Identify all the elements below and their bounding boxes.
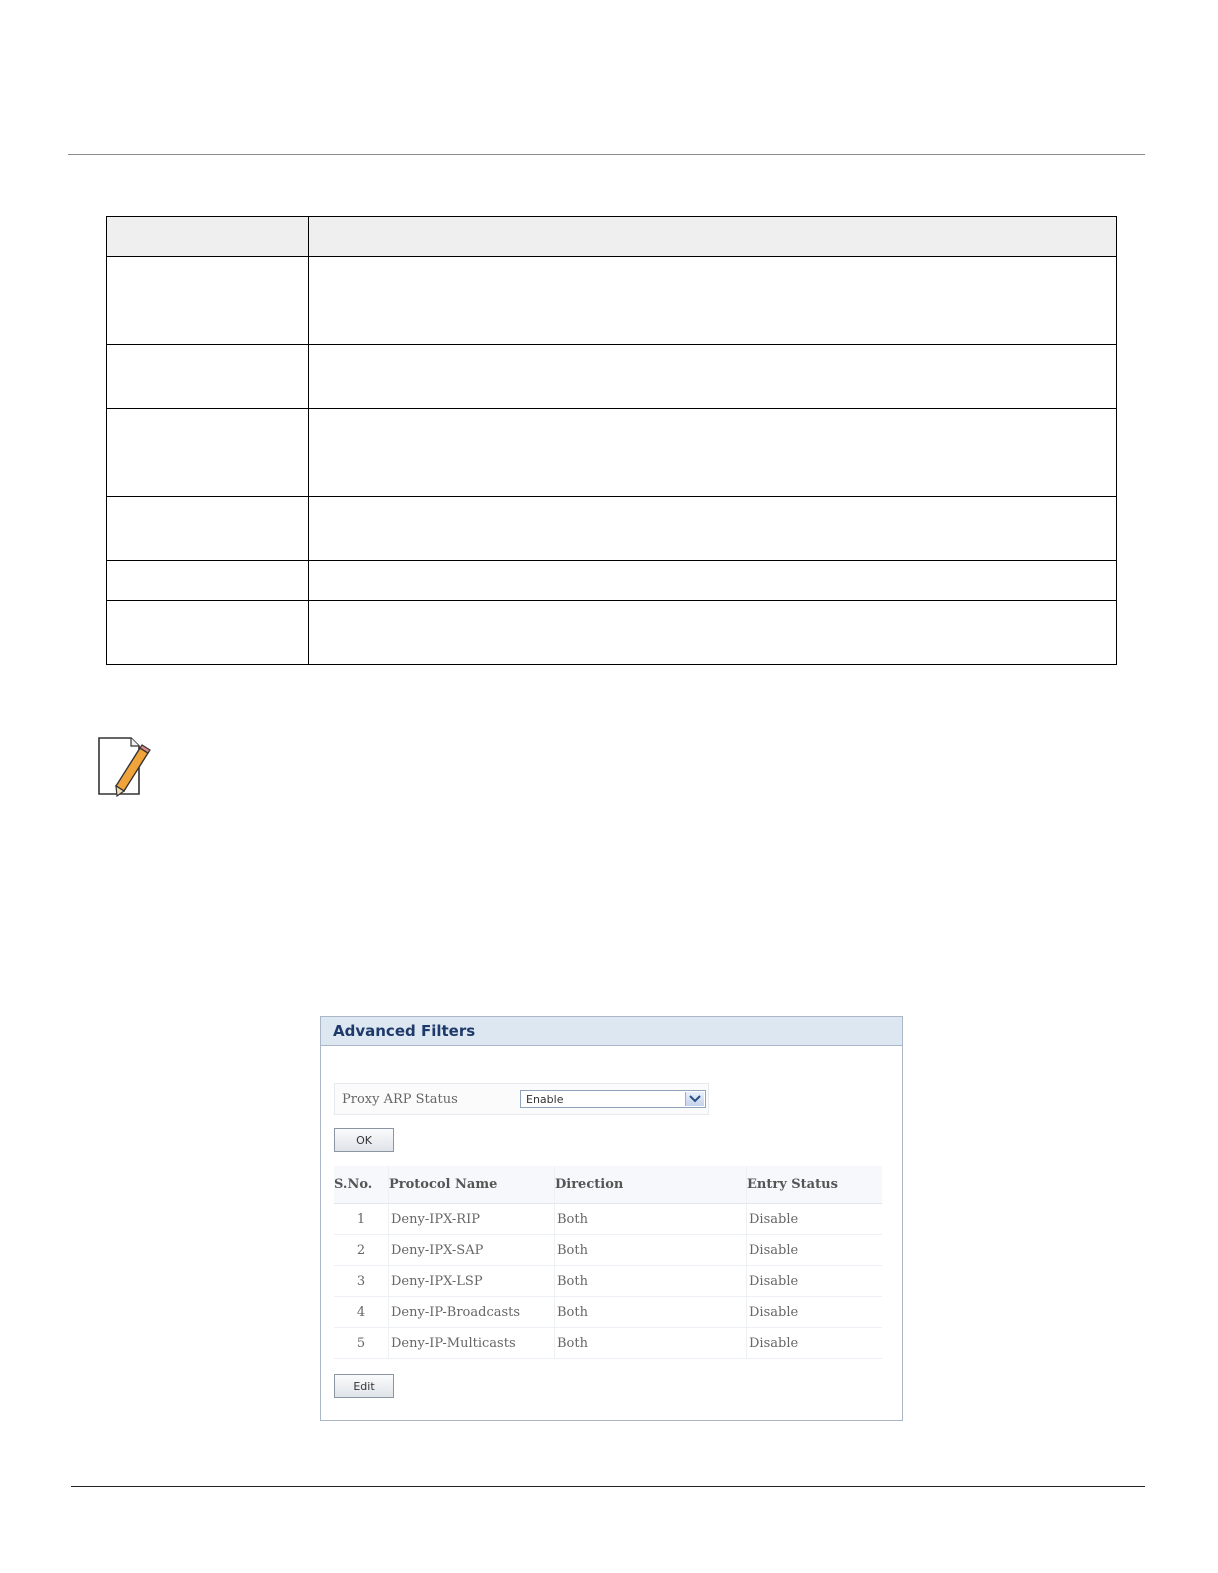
- column-header-protocol[interactable]: Protocol Name: [389, 1166, 555, 1204]
- filters-table-header: [334, 1166, 882, 1204]
- protocol-cell: Deny-IPX-LSP: [389, 1266, 555, 1297]
- table-row[interactable]: [334, 1235, 882, 1266]
- description-header-cell: [309, 217, 1117, 257]
- direction-cell: Both: [555, 1235, 747, 1266]
- direction-cell: Both: [555, 1297, 747, 1328]
- sno-cell: 3: [334, 1266, 389, 1297]
- direction-cell: Both: [555, 1266, 747, 1297]
- sno-cell: 1: [334, 1204, 389, 1235]
- parameter-table-row: [107, 561, 1117, 601]
- column-header-entry-status[interactable]: Entry Status: [747, 1166, 883, 1204]
- chevron-down-icon[interactable]: [685, 1092, 704, 1106]
- parameter-cell: [107, 409, 309, 497]
- proxy-arp-select[interactable]: [520, 1090, 706, 1108]
- status-cell: Disable: [747, 1266, 883, 1297]
- description-cell: [309, 497, 1117, 561]
- parameter-table-header-row: [107, 217, 1117, 257]
- protocol-cell: Deny-IP-Multicasts: [389, 1328, 555, 1359]
- header-rule: [68, 154, 1145, 155]
- parameter-cell: [107, 601, 309, 665]
- proxy-arp-row: [334, 1083, 709, 1115]
- parameter-cell: [107, 497, 309, 561]
- proxy-arp-selected-value: Enable: [526, 1092, 564, 1106]
- sno-cell: 2: [334, 1235, 389, 1266]
- parameter-table-row: [107, 601, 1117, 665]
- parameter-table-row: [107, 345, 1117, 409]
- advanced-filters-panel: [320, 1016, 903, 1421]
- description-cell: [309, 601, 1117, 665]
- table-row[interactable]: [334, 1204, 882, 1235]
- description-cell: [309, 257, 1117, 345]
- table-row[interactable]: [334, 1328, 882, 1359]
- parameter-header-cell: [107, 217, 309, 257]
- protocol-cell: Deny-IPX-RIP: [389, 1204, 555, 1235]
- protocol-cell: Deny-IPX-SAP: [389, 1235, 555, 1266]
- parameter-cell: [107, 561, 309, 601]
- parameter-table-row: [107, 409, 1117, 497]
- status-cell: Disable: [747, 1297, 883, 1328]
- description-cell: [309, 409, 1117, 497]
- description-cell: [309, 561, 1117, 601]
- status-cell: Disable: [747, 1235, 883, 1266]
- parameter-table-row: [107, 497, 1117, 561]
- panel-title: Advanced Filters: [321, 1017, 902, 1046]
- proxy-arp-label: Proxy ARP Status: [342, 1091, 458, 1107]
- table-row[interactable]: [334, 1297, 882, 1328]
- ok-button[interactable]: OK: [334, 1128, 394, 1152]
- parameter-table: [106, 216, 1117, 665]
- column-header-sno[interactable]: S.No.: [334, 1166, 389, 1204]
- note-pencil-icon: [95, 735, 153, 797]
- edit-button[interactable]: Edit: [334, 1374, 394, 1398]
- table-row[interactable]: [334, 1266, 882, 1297]
- footer-rule: [71, 1486, 1145, 1487]
- status-cell: Disable: [747, 1204, 883, 1235]
- sno-cell: 4: [334, 1297, 389, 1328]
- sno-cell: 5: [334, 1328, 389, 1359]
- parameter-cell: [107, 345, 309, 409]
- filters-table: [334, 1166, 882, 1359]
- protocol-cell: Deny-IP-Broadcasts: [389, 1297, 555, 1328]
- parameter-cell: [107, 257, 309, 345]
- direction-cell: Both: [555, 1328, 747, 1359]
- status-cell: Disable: [747, 1328, 883, 1359]
- description-cell: [309, 345, 1117, 409]
- parameter-table-row: [107, 257, 1117, 345]
- direction-cell: Both: [555, 1204, 747, 1235]
- column-header-direction[interactable]: Direction: [555, 1166, 747, 1204]
